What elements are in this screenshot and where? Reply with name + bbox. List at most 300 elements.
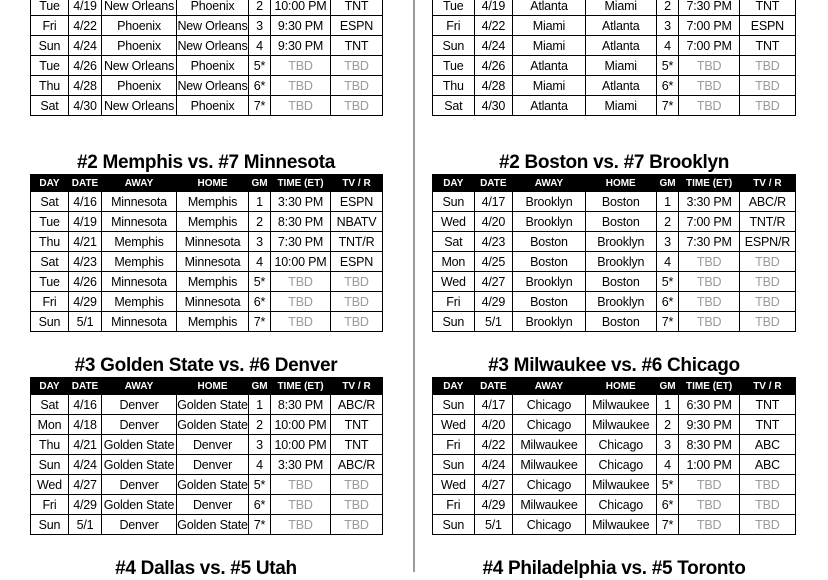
cell-time: 10:00 PM [271,415,331,435]
cell-tv: TNT [739,395,795,415]
header-day: DAY [433,378,475,395]
cell-game: 3 [656,16,679,36]
cell-date: 4/19 [69,0,102,16]
right-column [432,0,796,580]
cell-date: 4/16 [69,192,102,212]
cell-time: 7:30 PM [679,0,739,16]
header-time: TIME (ET) [679,378,739,395]
header-day: DAY [31,175,69,192]
cell-game: 1 [249,395,271,415]
cell-game: 2 [249,212,271,232]
series-title: #4 Philadelphia vs. #5 Toronto [482,558,746,579]
cell-day: Fri [31,16,69,36]
cell-time: 9:30 PM [679,415,739,435]
table-row [433,252,796,272]
cell-game: 5* [656,272,679,292]
cell-date: 4/29 [69,292,102,312]
header-date: DATE [474,378,512,395]
cell-date: 4/28 [474,76,512,96]
table-row [31,395,383,415]
cell-date: 4/26 [69,272,102,292]
cell-date: 5/1 [69,312,102,332]
cell-game: 7* [249,312,271,332]
cell-tv: ABC/R [331,455,383,475]
cell-time: TBD [679,76,739,96]
cell-tv: ESPN [331,192,383,212]
cell-home: Brooklyn [585,252,656,272]
section-spacer [432,332,796,355]
cell-day: Sun [433,36,475,56]
cell-date: 4/16 [69,395,102,415]
cell-time: TBD [679,56,739,76]
table-row [31,232,383,252]
cell-home: Chicago [585,455,656,475]
cell-day: Sun [433,312,475,332]
section-spacer [30,116,382,152]
cell-home: Memphis [177,312,249,332]
cell-tv: ABC/R [331,395,383,415]
table-header-row [31,378,383,395]
cell-tv: TBD [739,272,795,292]
cell-away: New Orleans [102,96,177,116]
table-row [31,312,383,332]
cell-home: New Orleans [177,76,249,96]
cell-tv: TNT [739,36,795,56]
cell-away: Brooklyn [513,192,586,212]
cell-home: Memphis [177,272,249,292]
cell-game: 7* [249,515,271,535]
cell-away: Denver [102,515,177,535]
table-row [31,455,383,475]
cell-home: Minnesota [177,252,249,272]
cell-tv: TBD [331,76,383,96]
cell-date: 5/1 [474,312,512,332]
cell-day: Fri [433,495,475,515]
cell-day: Tue [433,0,475,16]
table-row [433,96,796,116]
header-away: AWAY [102,175,177,192]
cell-date: 4/29 [69,495,102,515]
cell-home: Denver [177,435,249,455]
cell-date: 4/24 [69,455,102,475]
cell-away: Minnesota [102,212,177,232]
table-header-row [31,175,383,192]
cell-home: Golden State [177,515,249,535]
table-row [433,435,796,455]
series-title: #3 Golden State vs. #6 Denver [74,355,338,376]
cell-away: Phoenix [102,16,177,36]
cell-day: Sat [31,192,69,212]
cell-away: Minnesota [102,192,177,212]
cell-home: Minnesota [177,232,249,252]
cell-day: Fri [433,16,475,36]
cell-day: Fri [31,292,69,312]
cell-home: Boston [585,312,656,332]
cell-home: Memphis [177,212,249,232]
schedule-table [432,174,796,332]
cell-home: Chicago [585,435,656,455]
cell-time: TBD [679,495,739,515]
cell-away: Chicago [513,415,586,435]
cell-home: Milwaukee [585,395,656,415]
cell-date: 4/25 [474,252,512,272]
cell-time: TBD [271,96,331,116]
series-continued [30,0,382,116]
table-row [31,192,383,212]
cell-day: Wed [433,475,475,495]
cell-home: Denver [177,455,249,475]
cell-tv: TBD [331,272,383,292]
header-time: TIME (ET) [271,175,331,192]
cell-away: Memphis [102,252,177,272]
cell-day: Sat [433,232,475,252]
cell-day: Sun [31,36,69,56]
cell-game: 1 [656,192,679,212]
schedule-table [30,377,383,535]
cell-away: Brooklyn [513,272,586,292]
cell-day: Mon [433,252,475,272]
cell-home: Miami [585,0,656,16]
cell-away: Chicago [513,515,586,535]
cell-time: 3:30 PM [271,455,331,475]
cell-date: 4/22 [474,16,512,36]
table-row [433,76,796,96]
cell-time: 7:30 PM [271,232,331,252]
table-row [31,212,383,232]
series-2-boston-vs-7-brooklyn [432,116,796,332]
table-row [433,56,796,76]
table-row [31,415,383,435]
cell-time: TBD [679,312,739,332]
section-spacer [432,535,796,558]
table-row [433,272,796,292]
cell-tv: TBD [739,515,795,535]
cell-date: 4/19 [69,212,102,232]
cell-tv: TBD [739,96,795,116]
cell-game: 3 [249,435,271,455]
cell-away: Miami [513,16,586,36]
cell-date: 5/1 [69,515,102,535]
cell-date: 5/1 [474,515,512,535]
cell-tv: TNT [331,36,383,56]
cell-time: 1:00 PM [679,455,739,475]
header-date: DATE [474,175,512,192]
cell-day: Tue [31,212,69,232]
header-date: DATE [69,175,102,192]
cell-day: Fri [31,495,69,515]
cell-home: Atlanta [585,36,656,56]
cell-date: 4/23 [69,252,102,272]
table-row [433,415,796,435]
cell-time: TBD [679,96,739,116]
cell-game: 3 [249,16,271,36]
table-row [433,515,796,535]
cell-time: 3:30 PM [679,192,739,212]
table-row [31,96,383,116]
cell-game: 4 [656,455,679,475]
table-row [433,395,796,415]
cell-tv: TBD [331,475,383,495]
cell-time: 7:30 PM [679,232,739,252]
cell-tv: TBD [331,56,383,76]
cell-game: 7* [249,96,271,116]
cell-home: Brooklyn [585,232,656,252]
header-home: HOME [177,175,249,192]
cell-time: TBD [271,56,331,76]
cell-date: 4/27 [474,272,512,292]
schedule-table [432,0,796,116]
cell-date: 4/18 [69,415,102,435]
cell-home: Boston [585,192,656,212]
table-row [433,0,796,16]
cell-home: Phoenix [177,0,249,16]
cell-tv: TBD [739,495,795,515]
series-2-memphis-vs-7-minnesota [30,116,382,332]
cell-home: Boston [585,212,656,232]
cell-game: 6* [656,292,679,312]
cell-date: 4/29 [474,495,512,515]
table-row [433,232,796,252]
cell-day: Sun [31,455,69,475]
cell-home: Phoenix [177,96,249,116]
cell-day: Sun [433,455,475,475]
cell-game: 2 [656,212,679,232]
cell-game: 6* [249,76,271,96]
cell-date: 4/21 [69,232,102,252]
series-4-dallas-vs-5-utah [30,535,382,580]
cell-time: TBD [271,495,331,515]
cell-game: 4 [249,252,271,272]
cell-game: 2 [656,415,679,435]
cell-home: Golden State [177,395,249,415]
cell-day: Tue [31,0,69,16]
cell-away: Boston [513,292,586,312]
cell-date: 4/30 [474,96,512,116]
cell-time: TBD [271,76,331,96]
header-away: AWAY [513,175,586,192]
header-time: TIME (ET) [679,175,739,192]
cell-time: 3:30 PM [271,192,331,212]
cell-date: 4/24 [474,455,512,475]
series-3-milwaukee-vs-6-chicago [432,332,796,535]
cell-tv: ESPN [739,16,795,36]
cell-game: 4 [249,455,271,475]
cell-game: 1 [249,192,271,212]
cell-day: Wed [31,475,69,495]
cell-away: Boston [513,252,586,272]
cell-game: 5* [249,56,271,76]
cell-day: Fri [433,435,475,455]
cell-tv: ESPN/R [739,232,795,252]
series-continued [432,0,796,116]
cell-date: 4/26 [69,56,102,76]
cell-day: Sun [433,515,475,535]
column-divider [413,0,415,572]
cell-away: Denver [102,395,177,415]
table-row [433,312,796,332]
cell-away: New Orleans [102,0,177,16]
cell-date: 4/29 [474,292,512,312]
cell-date: 4/23 [474,232,512,252]
cell-date: 4/24 [69,36,102,56]
series-title: #4 Dallas vs. #5 Utah [115,558,297,579]
cell-away: Boston [513,232,586,252]
cell-away: Milwaukee [513,455,586,475]
table-row [31,272,383,292]
cell-date: 4/17 [474,192,512,212]
cell-game: 7* [656,96,679,116]
cell-game: 2 [249,415,271,435]
cell-home: New Orleans [177,36,249,56]
cell-day: Thu [31,232,69,252]
cell-away: Miami [513,76,586,96]
cell-time: TBD [679,475,739,495]
cell-away: Atlanta [513,0,586,16]
cell-away: New Orleans [102,56,177,76]
cell-date: 4/22 [69,16,102,36]
cell-tv: TNT [739,415,795,435]
table-row [31,475,383,495]
cell-away: Atlanta [513,96,586,116]
header-tv: TV / R [739,175,795,192]
header-home: HOME [177,378,249,395]
cell-day: Thu [31,435,69,455]
cell-date: 4/30 [69,96,102,116]
cell-game: 3 [249,232,271,252]
cell-tv: ESPN [331,16,383,36]
cell-time: 8:30 PM [271,212,331,232]
section-spacer [432,116,796,152]
schedule-table [432,377,796,535]
header-game: GM [249,378,271,395]
cell-game: 6* [656,495,679,515]
cell-time: 6:30 PM [679,395,739,415]
cell-tv: TNT [331,0,383,16]
cell-date: 4/28 [69,76,102,96]
cell-home: Atlanta [585,76,656,96]
cell-date: 4/22 [474,435,512,455]
cell-away: Denver [102,415,177,435]
cell-away: Milwaukee [513,495,586,515]
table-row [31,515,383,535]
cell-day: Wed [433,212,475,232]
cell-game: 3 [656,435,679,455]
cell-home: Milwaukee [585,475,656,495]
table-row [31,56,383,76]
cell-time: 10:00 PM [271,252,331,272]
table-row [433,495,796,515]
cell-game: 6* [656,76,679,96]
cell-tv: TBD [739,312,795,332]
header-away: AWAY [102,378,177,395]
left-column [30,0,382,580]
cell-home: Chicago [585,495,656,515]
table-row [31,292,383,312]
cell-tv: NBATV [331,212,383,232]
cell-time: TBD [271,312,331,332]
cell-day: Tue [433,56,475,76]
header-home: HOME [585,378,656,395]
schedule-table [30,174,383,332]
table-row [433,192,796,212]
cell-tv: TBD [739,76,795,96]
header-game: GM [656,378,679,395]
cell-tv: ABC [739,455,795,475]
cell-date: 4/19 [474,0,512,16]
cell-game: 5* [656,56,679,76]
cell-tv: TBD [739,475,795,495]
cell-home: Phoenix [177,56,249,76]
series-4-philadelphia-vs-5-toronto [432,535,796,580]
series-title: #2 Memphis vs. #7 Minnesota [77,152,335,173]
cell-tv: TBD [331,292,383,312]
cell-tv: TBD [739,56,795,76]
header-game: GM [656,175,679,192]
cell-tv: TNT/R [739,212,795,232]
header-game: GM [249,175,271,192]
cell-game: 7* [656,312,679,332]
cell-tv: TBD [331,96,383,116]
cell-day: Sat [433,96,475,116]
cell-away: Phoenix [102,36,177,56]
cell-game: 2 [656,0,679,16]
cell-day: Sun [433,395,475,415]
cell-home: New Orleans [177,16,249,36]
cell-date: 4/27 [474,475,512,495]
table-header-row [433,175,796,192]
cell-game: 5* [249,272,271,292]
header-day: DAY [433,175,475,192]
cell-time: TBD [271,515,331,535]
cell-tv: TBD [331,312,383,332]
cell-home: Golden State [177,415,249,435]
cell-game: 6* [249,292,271,312]
cell-away: Memphis [102,232,177,252]
cell-date: 4/27 [69,475,102,495]
cell-time: 10:00 PM [271,435,331,455]
cell-home: Miami [585,56,656,76]
cell-tv: TNT [739,0,795,16]
cell-tv: ABC [739,435,795,455]
cell-date: 4/21 [69,435,102,455]
series-title: #3 Milwaukee vs. #6 Chicago [488,355,740,376]
cell-game: 5* [656,475,679,495]
cell-away: Memphis [102,292,177,312]
cell-time: 7:00 PM [679,212,739,232]
cell-tv: TNT [331,415,383,435]
cell-time: TBD [679,292,739,312]
cell-day: Wed [433,415,475,435]
cell-time: TBD [271,272,331,292]
header-tv: TV / R [331,175,383,192]
cell-date: 4/17 [474,395,512,415]
table-row [31,252,383,272]
cell-game: 1 [656,395,679,415]
cell-day: Fri [433,292,475,312]
cell-day: Sat [31,395,69,415]
cell-date: 4/20 [474,212,512,232]
cell-time: 8:30 PM [679,435,739,455]
cell-time: 9:30 PM [271,16,331,36]
cell-home: Minnesota [177,292,249,312]
cell-away: Chicago [513,395,586,415]
cell-time: TBD [271,475,331,495]
cell-tv: TBD [739,292,795,312]
table-row [31,495,383,515]
cell-day: Tue [31,272,69,292]
cell-home: Brooklyn [585,292,656,312]
cell-game: 4 [249,36,271,56]
